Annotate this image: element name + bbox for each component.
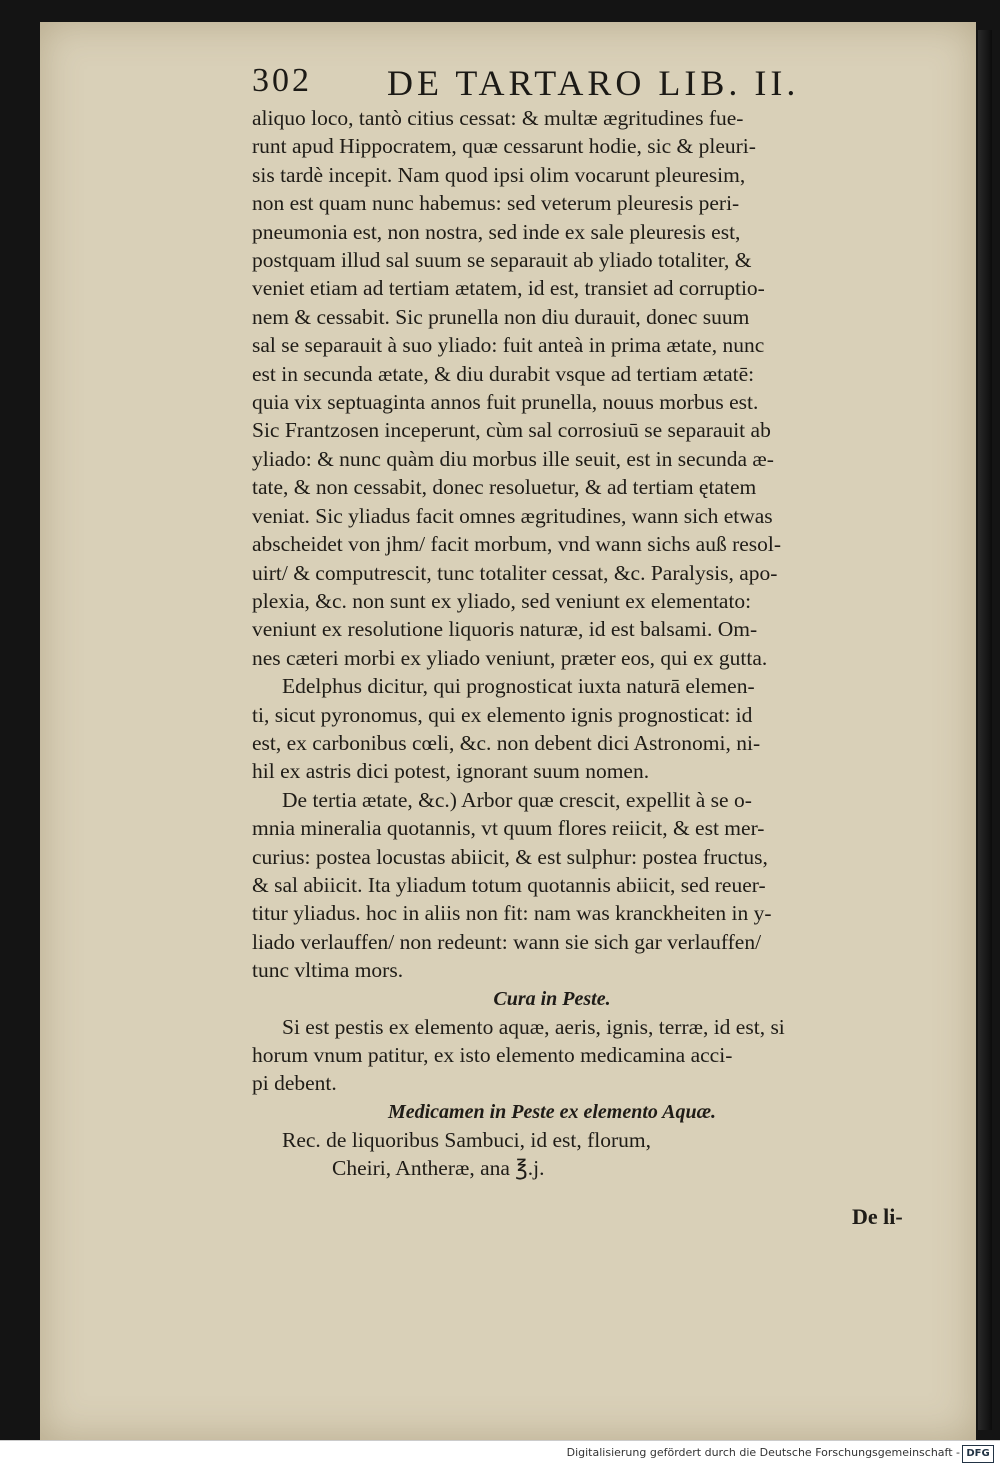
text-line: pi debent.	[252, 1071, 337, 1096]
text-line: curius: postea locustas abiicit, & est sulphur: postea fructus,	[252, 844, 768, 869]
page-header	[252, 62, 852, 102]
text-line: sal se separauit à suo yliado: fuit anteà in prima ætate, nunc	[252, 333, 765, 358]
text-line: abscheidet von jhm/ facit morbum, vnd wann sichs auß resol-	[252, 532, 782, 557]
text-line: aliquo loco, tantò citius cessat: & multæ ægritudines fue-	[252, 106, 744, 130]
text-line: horum vnum patitur, ex isto elemento medicamina acci-	[252, 1043, 733, 1067]
text-line: veniet etiam ad tertiam ætatem, id est, transiet ad corruptio-	[252, 276, 765, 301]
text-line: runt apud Hippocratem, quæ cessarunt hodie, sic & pleuri-	[252, 134, 756, 159]
footer-bar	[0, 1440, 1000, 1466]
section-heading-cura: Cura in Peste.	[493, 987, 611, 1010]
text-line: uirt/ & computrescit, tunc totaliter cessat, &c. Paralysis, apo-	[252, 560, 778, 585]
section-heading-medicamen: Medicamen in Peste ex elemento Aquæ.	[387, 1100, 717, 1123]
text-line: hil ex astris dici potest, ignorant suum nomen.	[252, 759, 650, 784]
text-line: quia vix septuaginta annos fuit prunella, nouus morbus est.	[252, 390, 759, 415]
text-line: non est quam nunc habemus: sed veterum pleuresis peri-	[252, 191, 740, 216]
text-line: De tertia ætate, &c.) Arbor quæ crescit, expellit à se o-	[282, 787, 752, 812]
funding-credit: Digitalisierung gefördert durch die Deutsche Forschungsgemeinschaft -	[566, 1446, 960, 1459]
text-line: est in secunda ætate, & diu durabit vsque ad tertiam ætatē:	[252, 361, 755, 386]
text-line: nem & cessabit. Sic prunella non diu durauit, donec suum	[252, 304, 750, 329]
text-line: veniat. Sic yliadus facit omnes ægritudines, wann sich etwas	[252, 503, 773, 528]
text-line: mnia mineralia quotannis, vt quum flores reiicit, & est mer-	[252, 816, 765, 841]
text-line: postquam illud sal suum se separauit ab yliado totaliter, &	[252, 248, 752, 273]
page-number: 302	[252, 62, 312, 99]
text-line: pneumonia est, non nostra, sed inde ex sale pleuresis est,	[252, 219, 741, 244]
page-text	[252, 104, 852, 1183]
text-line: tunc vltima mors.	[252, 958, 404, 983]
text-line: nes cæteri morbi ex yliado veniunt, præter eos, qui ex gutta.	[252, 645, 768, 670]
running-title: DE TARTARO LIB. II.	[387, 63, 800, 103]
text-line: Edelphus dicitur, qui prognosticat iuxta naturā elemen-	[282, 674, 755, 699]
recipe-block	[252, 1126, 852, 1183]
paragraph-3	[252, 786, 852, 985]
text-line: Sic Frantzosen inceperunt, cùm sal corrosiuū se separauit ab	[252, 418, 771, 443]
text-line: tate, & non cessabit, donec resoluetur, & ad tertiam ętatem	[252, 475, 757, 500]
page-edge	[978, 30, 992, 1430]
text-line: yliado: & nunc quàm diu morbus ille seuit, est in secunda æ-	[252, 446, 774, 471]
text-line: Cheiri, Antheræ, ana ℥.j.	[332, 1156, 545, 1181]
text-line: Si est pestis ex elemento aquæ, aeris, ignis, terræ, id est, si	[282, 1014, 785, 1039]
text-line: plexia, &c. non sunt ex yliado, sed veniunt ex elementato:	[252, 588, 752, 613]
paragraph-4	[252, 1013, 852, 1098]
dfg-logo-icon: DFG	[962, 1445, 994, 1463]
text-line: & sal abiicit. Ita yliadum totum quotannis abiicit, sed reuer-	[252, 872, 766, 897]
text-line: veniunt ex resolutione liquoris naturæ, id est balsami. Om-	[252, 617, 758, 642]
text-line: titur yliadus. hoc in aliis non fit: nam was kranckheiten in y-	[252, 901, 772, 926]
text-line: liado verlauffen/ non redeunt: wann sie sich gar verlauffen/	[252, 929, 762, 954]
catchword: De li-	[852, 1204, 903, 1229]
text-line: ti, sicut pyronomus, qui ex elemento ignis prognosticat: id	[252, 702, 753, 727]
text-line: Rec. de liquoribus Sambuci, id est, florum,	[282, 1127, 652, 1152]
paragraph-2	[252, 672, 852, 786]
paragraph-1	[252, 104, 852, 672]
text-line: sis tardè incepit. Nam quod ipsi olim vocarunt pleuresim,	[252, 162, 746, 187]
text-line: est, ex carbonibus cœli, &c. non debent dici Astronomi, ni-	[252, 730, 761, 755]
